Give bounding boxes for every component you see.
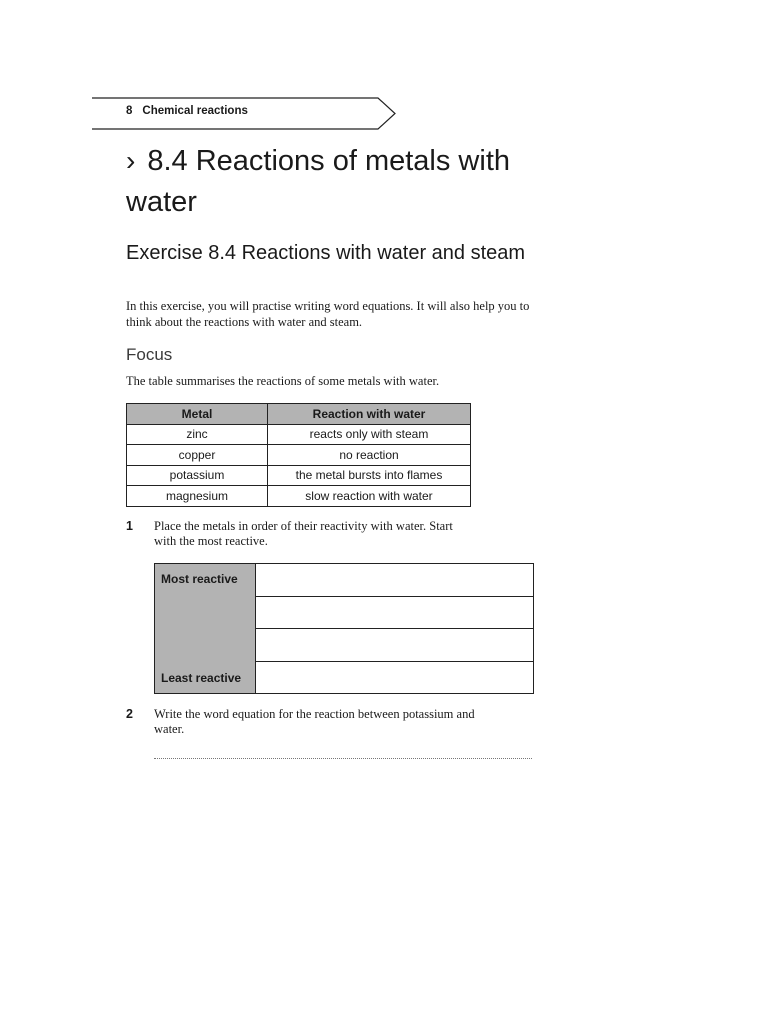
least-reactive-label: Least reactive	[161, 671, 242, 685]
question-2	[126, 707, 546, 737]
reactivity-order-grid	[154, 563, 534, 694]
reaction-cell: no reaction	[268, 445, 471, 466]
metal-cell: magnesium	[127, 486, 268, 507]
focus-intro: The table summarises the reactions of some metals with water.	[126, 374, 440, 388]
answer-slots	[256, 564, 533, 693]
answer-slot-1[interactable]	[256, 564, 533, 597]
chapter-title: Chemical reactions	[142, 105, 248, 117]
question-number: 2	[126, 707, 133, 721]
reaction-cell: slow reaction with water	[268, 486, 471, 507]
answer-line[interactable]	[154, 758, 532, 759]
table-row	[127, 486, 471, 507]
chevron-right-icon: ›	[126, 145, 136, 176]
reactivity-scale-column	[155, 564, 256, 693]
chapter-label	[126, 105, 248, 117]
table-row	[127, 445, 471, 466]
table-row	[127, 424, 471, 445]
column-header-reaction: Reaction with water	[268, 404, 471, 425]
exercise-title: Exercise 8.4 Reactions with water and steam	[126, 242, 526, 264]
metal-cell: potassium	[127, 465, 268, 486]
question-text: Write the word equation for the reaction between potassium and water.	[154, 707, 475, 736]
exercise-intro: In this exercise, you will practise writing word equations. It will also help you to think about the reactions with water and steam.	[126, 299, 530, 329]
metal-reactions-table	[126, 403, 471, 507]
metal-cell: zinc	[127, 424, 268, 445]
focus-heading: Focus	[126, 345, 173, 364]
reaction-cell: the metal bursts into flames	[268, 465, 471, 486]
answer-slot-4[interactable]	[256, 662, 533, 694]
answer-slot-2[interactable]	[256, 597, 533, 630]
column-header-metal: Metal	[127, 404, 268, 425]
table-header-row	[127, 404, 471, 425]
most-reactive-label: Most reactive	[161, 572, 238, 586]
metal-cell: copper	[127, 445, 268, 466]
section-title	[126, 140, 586, 223]
answer-slot-3[interactable]	[256, 629, 533, 662]
chapter-number: 8	[126, 105, 133, 117]
question-number: 1	[126, 519, 133, 533]
table-row	[127, 465, 471, 486]
chapter-header-tab	[92, 97, 396, 130]
reaction-cell: reacts only with steam	[268, 424, 471, 445]
question-text: Place the metals in order of their reactivity with water. Start with the most reactive.	[154, 519, 453, 548]
question-1	[126, 519, 546, 549]
section-title-text: 8.4 Reactions of metals with water	[126, 145, 510, 218]
